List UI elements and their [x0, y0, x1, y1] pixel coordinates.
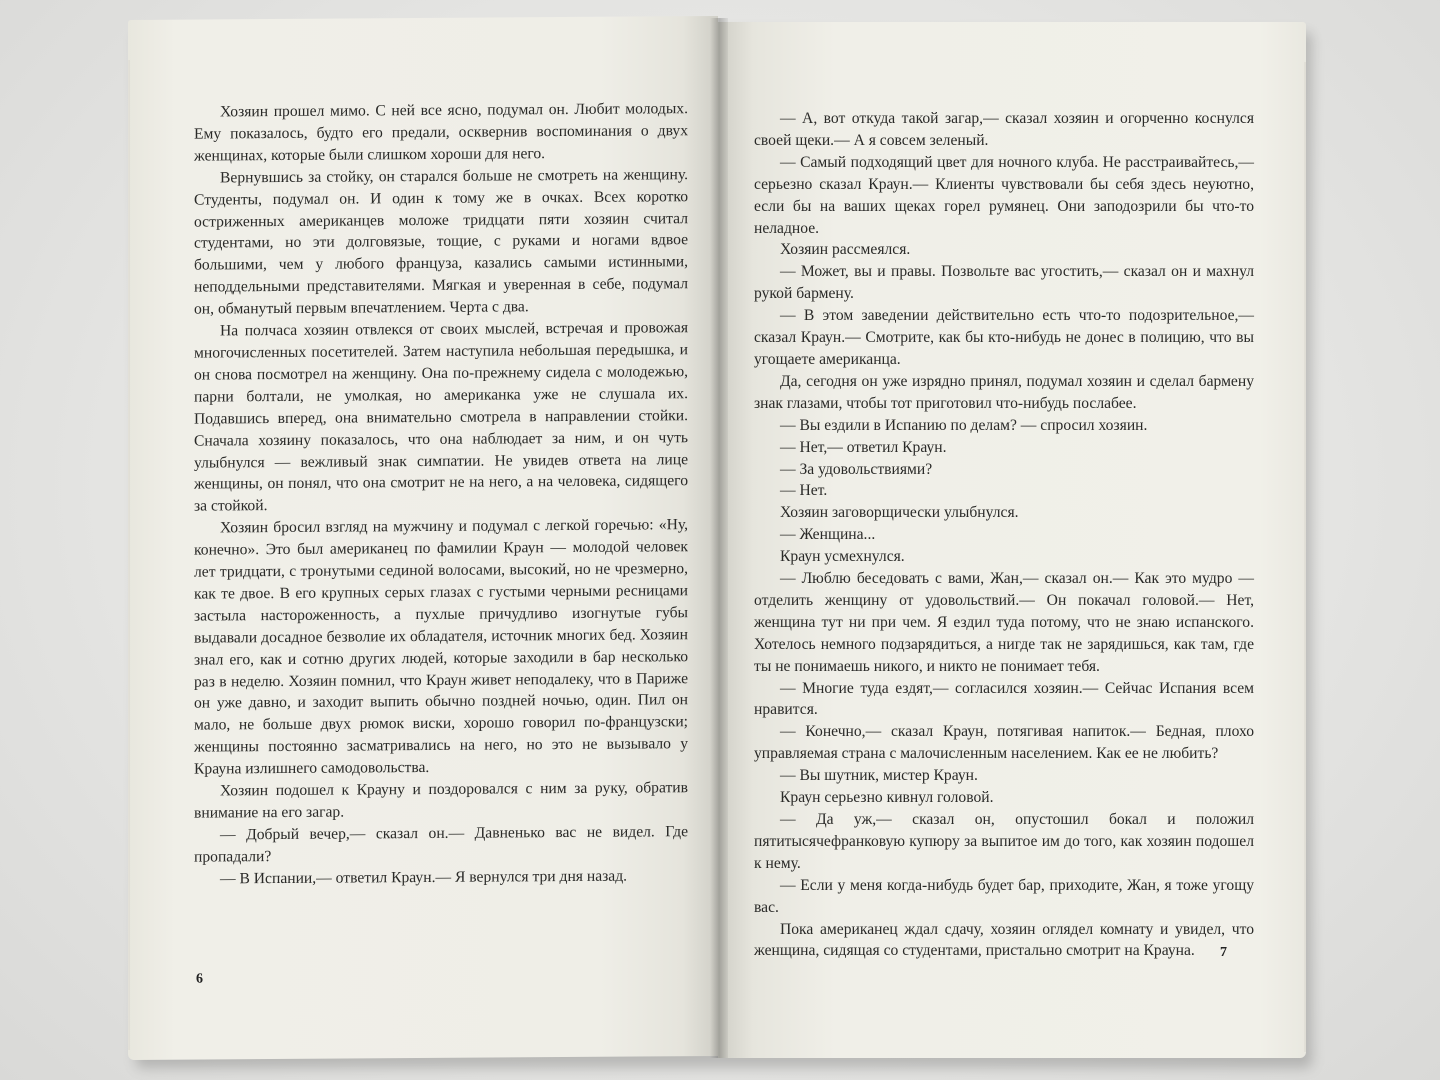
left-page-text: [194, 98, 688, 890]
open-book: [128, 18, 1308, 1062]
left-page-edge: [128, 60, 130, 1050]
right-page: [718, 22, 1306, 1058]
left-page: [128, 16, 718, 1060]
paragraph: — За удовольствиями?: [780, 460, 933, 478]
paragraph: — В Испании,— ответил Краун.— Я вернулся три дня назад.: [220, 867, 628, 888]
paragraph: Краун серьезно кивнул головой.: [780, 789, 994, 807]
paragraph: — Может, вы и правы. Позвольте вас угостить,— сказал он и махнул рукой бармену.: [754, 263, 1254, 303]
paragraph: Вернувшись за стойку, он старался больше не смотреть на женщину. Студенты, подумал он. И один к тому же в очках. Всех коротко остриженных американцев моложе тридцати пяти хозяин считал студентами, но эти долговязые, тощие, с руками и ногами вдвое большими, чем у любого француза, казались самыми истинными, неподдельными представителями. Мягкая и уверенная в себе, подумал он, обманутый первым впечатлением. Черта с два.: [194, 165, 688, 318]
paragraph: — Вы шутник, мистер Краун.: [780, 767, 978, 785]
paragraph: — Вы ездили в Испанию по делам? — спросил хозяин.: [780, 416, 1148, 434]
paragraph: Хозяин подошел к Крауну и поздоровался с ним за руку, обратив внимание на его загар.: [194, 779, 688, 822]
paragraph: — Добрый вечер,— сказал он.— Давненько вас не видел. Где пропадали?: [194, 823, 688, 866]
paragraph: На полчаса хозяин отвлекся от своих мыслей, встречая и провожая многочисленных посетителей. Затем наступила небольшая передышка, и он снова посмотрел на женщину. Она по-прежнему сидела с молодежью, парни болтали, не умолкая, но американка уже не слушала их. Подавшись вперед, она внимательно смотрела в направлении стойки. Сначала хозяину показалось, что она наблюдает за ним, и он чуть улыбнулся — вежливый знак симпатии. Не увидев ответа на лице женщины, он понял, что она смотрит не на него, а на человека, сидящего за стойкой.: [194, 319, 688, 515]
paragraph: — Многие туда ездят,— согласился хозяин.— Сейчас Испания всем нравится.: [754, 679, 1254, 719]
paragraph: — Нет.: [780, 482, 828, 500]
paragraph: — Нет,— ответил Краун.: [780, 438, 947, 456]
right-page-text: [754, 108, 1254, 962]
paragraph: — Если у меня когда-нибудь будет бар, приходите, Жан, я тоже угощу вас.: [754, 876, 1254, 916]
paragraph: Хозяин рассмеялся.: [780, 241, 911, 259]
paragraph: — А, вот откуда такой загар,— сказал хозяин и огорченно коснулся своей щеки.— А я совсем зеленый.: [754, 110, 1254, 149]
paragraph: — Да уж,— сказал он, опустошил бокал и положил пятитысячефранковую купюру за выпитое им до того, как хозяин подошел к нему.: [754, 811, 1254, 872]
page-number-left: 6: [196, 971, 203, 987]
paragraph: — Конечно,— сказал Краун, потягивая напиток.— Бедная, плохо управляемая страна с малочисленным населением. Как ее не любить?: [754, 723, 1254, 763]
paragraph: — В этом заведении действительно есть что-то подозрительное,— сказал Краун.— Смотрите, как бы кто-нибудь не донес в полицию, что вы угощаете американца.: [754, 307, 1254, 368]
paragraph: Хозяин прошел мимо. С ней все ясно, подумал он. Любит молодых. Ему показалось, будто его предали, осквернив воспоминания о двух женщинах, которые были слишком хороши для него.: [194, 100, 688, 165]
paragraph: — Женщина...: [780, 526, 876, 544]
paragraph: Пока американец ждал сдачу, хозяин оглядел комнату и увидел, что женщина, сидящая со студентами, пристально смотрит на Крауна.: [754, 920, 1254, 960]
page-number-right: 7: [1220, 945, 1227, 960]
book-gutter: [710, 18, 728, 1058]
paragraph: — Люблю беседовать с вами, Жан,— сказал он.— Как это мудро — отделить женщину от удовольствий.— Он покачал головой.— Нет, женщина тут ни при чем. Я ездил туда потому, что не знаю испанского. Хотелось немного подзарядиться, а нигде так не зарядишься, как там, где ты не понимаешь никого, и никто не понимает тебя.: [754, 570, 1254, 675]
paragraph: — Самый подходящий цвет для ночного клуба. Не расстраивайтесь,— серьезно сказал Краун.— Клиенты чувствовали бы себя здесь неуютно, если бы на ваших щеках горел румянец. Они заподозрили бы что-то неладное.: [754, 153, 1254, 237]
paragraph: Хозяин бросил взгляд на мужчину и подумал с легкой горечью: «Ну, конечно». Это был американец по фамилии Краун — молодой человек лет тридцати, с тронутыми сединой волосами, высокий, но не чрезмерно, как те двое. В его крупных серых глазах с густыми черными ресницами застыла настороженность, а пухлые причудливо изогнутые губы выдавали досадное безволие их обладателя, источник многих бед. Хозяин знал его, как и сотню других людей, которые заходили в бар несколько раз в неделю. Хозяин помнил, что Краун живет неподалеку, что в Париже он уже давно, и заходит выпить обычно поздней ночью, один. Пил он мало, не больше двух рюмок виски, хорошо говорил по-французски; женщины постоянно засматривались на него, но это не вызывало у Крауна излишнего самодовольства.: [194, 516, 688, 778]
right-page-edge: [1304, 62, 1306, 1052]
paragraph: Да, сегодня он уже изрядно принял, подумал хозяин и сделал бармену знак глазами, чтобы тот приготовил что-нибудь послабее.: [754, 372, 1254, 412]
paragraph: Хозяин заговорщически улыбнулся.: [780, 504, 1019, 522]
paragraph: Краун усмехнулся.: [780, 548, 905, 566]
